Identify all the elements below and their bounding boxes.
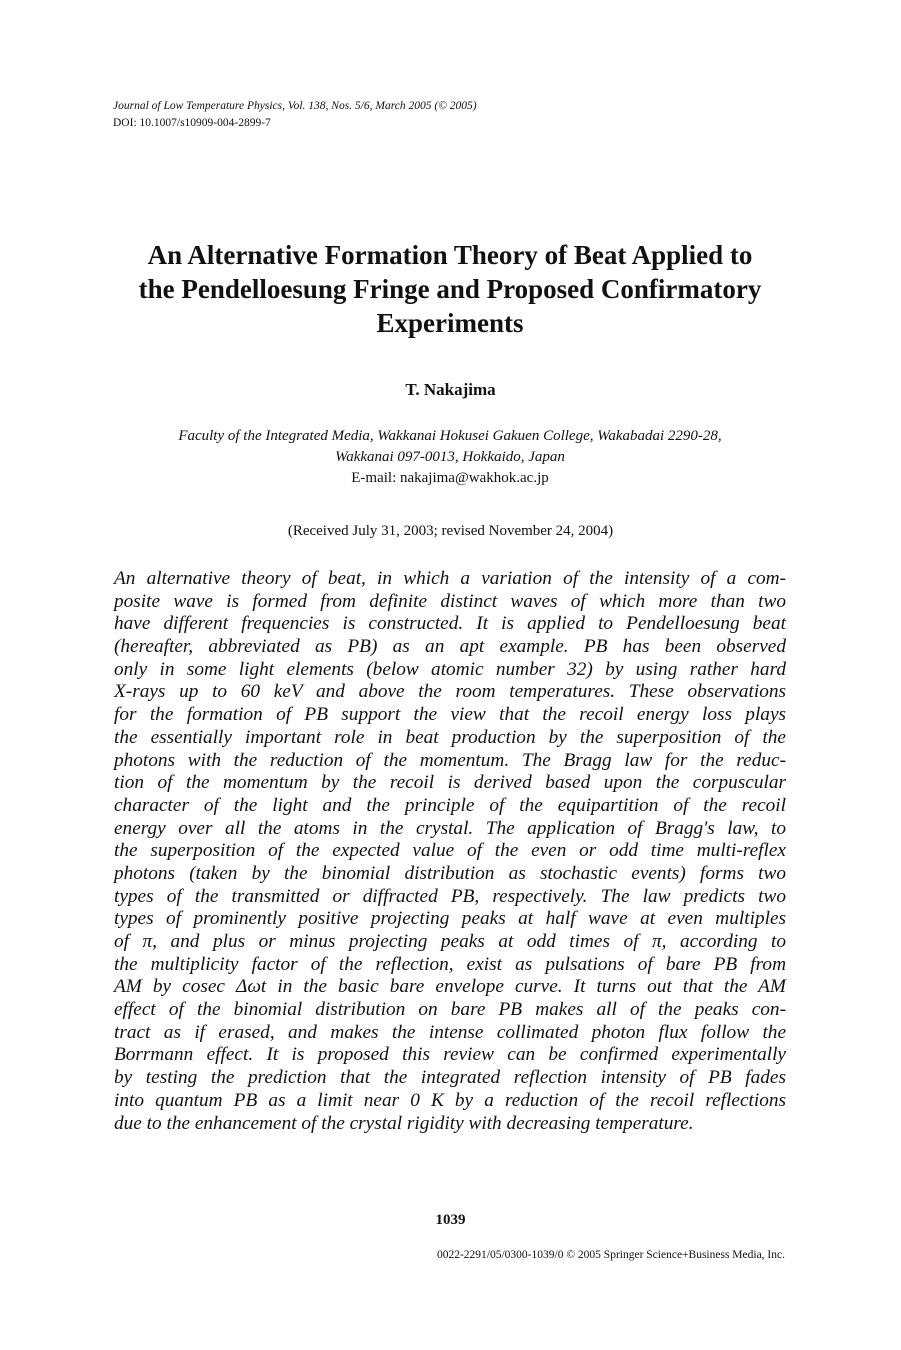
abstract-line: of π, and plus or minus projecting peaks at odd times of π, according to	[114, 931, 786, 952]
abstract-line: the essentially important role in beat production by the superposition of the	[114, 726, 786, 748]
abstract-line: due to the enhancement of the crystal rigidity with decreasing temperature.	[114, 1112, 694, 1134]
abstract-line: the superposition of the expected value of the even or odd time multi-reflex	[114, 840, 786, 862]
abstract-line: tract as if erased, and makes the intense collimated photon flux follow the	[114, 1021, 786, 1043]
abstract-line: character of the light and the principle of the equipartition of the recoil	[114, 794, 786, 816]
journal-citation: Journal of Low Temperature Physics, Vol. 138, Nos. 5/6, March 2005 (© 2005)	[113, 100, 477, 112]
abstract-line: the multiplicity factor of the reflection, exist as pulsations of bare PB from	[114, 953, 786, 975]
author-email: E-mail: nakajima@wakhok.ac.jp	[351, 470, 549, 486]
abstract-line: types of prominently positive projecting peaks at half wave at even multiples	[114, 908, 786, 930]
abstract-line: X-rays up to 60 keV and above the room temperatures. These observations	[114, 681, 786, 703]
received-dates: (Received July 31, 2003; revised November 24, 2004)	[287, 523, 614, 539]
abstract-line: posite wave is formed from definite distinct waves of which more than two	[114, 590, 786, 612]
title-line: Experiments	[376, 308, 524, 338]
abstract-line: by testing the prediction that the integrated reflection intensity of PB fades	[114, 1067, 786, 1089]
doi: DOI: 10.1007/s10909-004-2899-7	[113, 117, 271, 129]
abstract-line: energy over all the atoms in the crystal. The application of Bragg's law, to	[114, 817, 786, 839]
author-name: T. Nakajima	[405, 380, 496, 399]
abstract-line: photons with the reduction of the momentum. The Bragg law for the reduc-	[114, 749, 786, 771]
affiliation	[60, 426, 840, 489]
copyright-footer: 0022-2291/05/0300-1039/0 © 2005 Springer Science+Business Media, Inc.	[436, 1249, 785, 1261]
abstract-line: types of the transmitted or diffracted PB, respectively. The law predicts two	[114, 885, 786, 907]
affiliation-line: Wakkanai 097-0013, Hokkaido, Japan	[335, 449, 565, 465]
title-line: An Alternative Formation Theory of Beat Applied to	[147, 240, 753, 270]
abstract-line: photons (taken by the binomial distribution as stochastic events) forms two	[114, 862, 786, 884]
abstract-line: An alternative theory of beat, in which a variation of the intensity of a com-	[114, 568, 786, 589]
abstract-line: into quantum PB as a limit near 0 K by a reduction of the recoil reflections	[114, 1089, 786, 1111]
title-line: the Pendelloesung Fringe and Proposed Confirmatory	[138, 274, 762, 304]
abstract	[114, 568, 786, 1135]
abstract-line: tion of the momentum by the recoil is derived based upon the corpuscular	[114, 772, 786, 794]
paper-title	[90, 238, 810, 340]
affiliation-line: Faculty of the Integrated Media, Wakkanai Hokusei Gakuen College, Wakabadai 2290-28,	[178, 428, 722, 444]
abstract-line: only in some light elements (below atomic number 32) by using rather hard	[114, 658, 786, 680]
abstract-line: effect of the binomial distribution on bare PB makes all of the peaks con-	[114, 999, 786, 1021]
abstract-line: for the formation of PB support the view that the recoil energy loss plays	[114, 704, 786, 726]
abstract-line: have different frequencies is constructed. It is applied to Pendelloesung beat	[114, 613, 786, 635]
abstract-line: AM by cosec Δωt in the basic bare envelope curve. It turns out that the AM	[114, 976, 786, 998]
page-number: 1039	[435, 1212, 466, 1228]
abstract-line: Borrmann effect. It is proposed this review can be confirmed experimentally	[114, 1044, 786, 1066]
abstract-line: (hereafter, abbreviated as PB) as an apt example. PB has been observed	[114, 636, 786, 658]
